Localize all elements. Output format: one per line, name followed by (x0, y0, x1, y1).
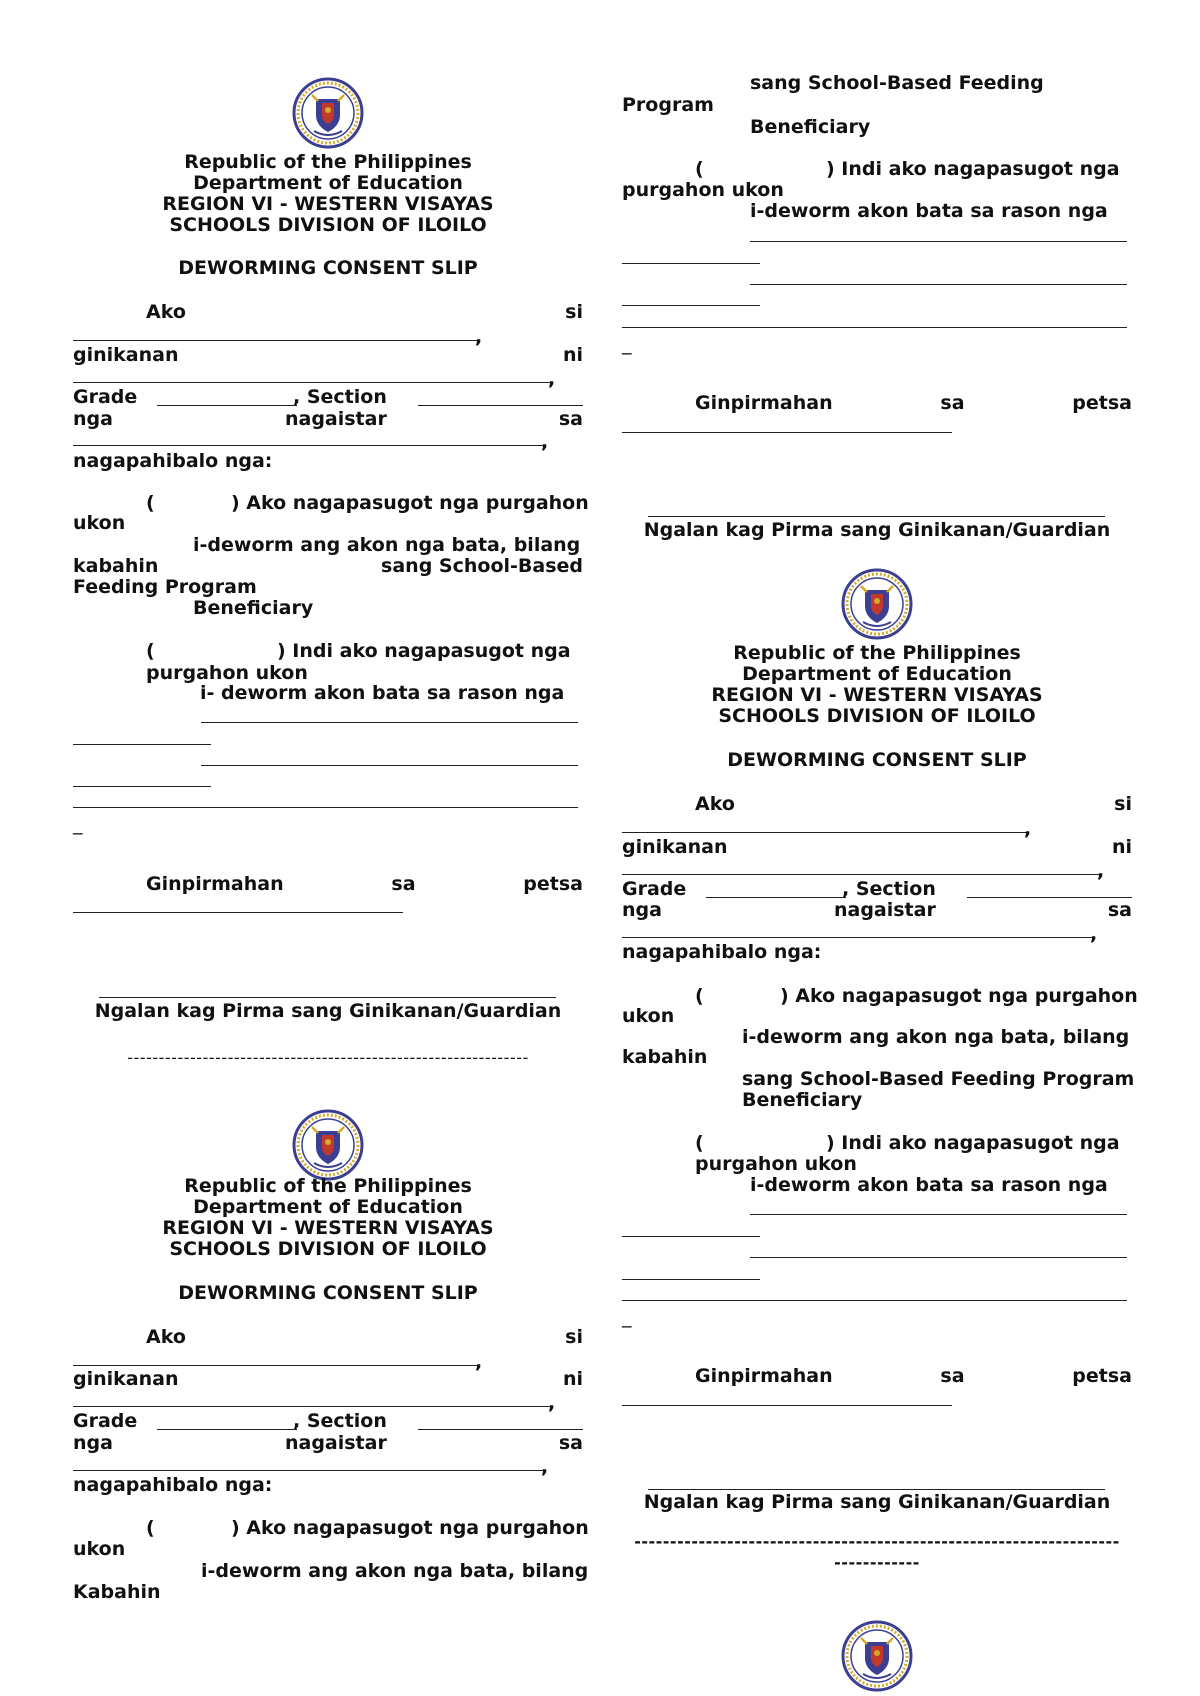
agree-statement: ) Ako nagapasugot nga purgahon (780, 985, 1138, 1007)
header-republic: Republic of the Philippines (184, 1175, 472, 1197)
kabahin-label: kabahin (73, 555, 159, 577)
nga-label: nga (73, 1432, 113, 1454)
reason-blank-1b[interactable] (622, 1236, 760, 1237)
si-label: si (565, 301, 583, 323)
ni-label: ni (1111, 836, 1132, 858)
header-department: Department of Education (193, 172, 463, 194)
disagree-open-paren[interactable]: ( (695, 158, 704, 180)
ako-row (146, 301, 583, 323)
ginpirmahan-label: Ginpirmahan (695, 1365, 833, 1387)
sa-label: sa (558, 408, 583, 430)
date-blank[interactable] (622, 432, 952, 433)
underscore: _ (622, 333, 632, 355)
reason-blank-3[interactable] (622, 1300, 1127, 1301)
comma: , (548, 1392, 556, 1414)
signature-line[interactable] (648, 516, 1105, 517)
reason-blank-1b[interactable] (622, 263, 760, 264)
ginikanan-row (73, 1368, 583, 1390)
reason-blank-1[interactable] (750, 1214, 1127, 1215)
kabahin-label: Kabahin (73, 1581, 161, 1603)
comma: , (541, 1456, 549, 1478)
underscore: _ (622, 1306, 632, 1328)
header-division: SCHOOLS DIVISION OF ILOILO (169, 1238, 487, 1260)
signature-label: Ngalan kag Pirma sang Ginikanan/Guardian (643, 519, 1111, 541)
agree-statement: ) Ako nagapasugot nga purgahon (231, 492, 589, 514)
disagree-statement: ) Indi ako nagapasugot nga (277, 640, 571, 662)
sa-label: sa (940, 392, 965, 414)
reason-blank-1b[interactable] (73, 744, 211, 745)
beneficiary-label: Beneficiary (193, 597, 314, 619)
deped-seal-icon (292, 77, 364, 149)
nagaistar-label: nagaistar (284, 408, 387, 430)
header-region: REGION VI - WESTERN VISAYAS (711, 684, 1043, 706)
reason-prompt: i-deworm akon bata sa rason nga (750, 200, 1108, 222)
deped-seal-icon (841, 568, 913, 640)
ako-row (695, 793, 1132, 815)
ginpirmahan-label: Ginpirmahan (695, 392, 833, 414)
ginikanan-label: ginikanan (73, 344, 179, 366)
signature-line[interactable] (648, 1489, 1105, 1490)
reason-blank-2b[interactable] (73, 786, 211, 787)
ginpirmahan-row (695, 1365, 1132, 1387)
beneficiary-label: Beneficiary (750, 116, 871, 138)
ni-label: ni (562, 1368, 583, 1390)
header-department: Department of Education (742, 663, 1012, 685)
section-blank[interactable] (967, 897, 1132, 898)
ideworm-statement: i-deworm ang akon nga bata, bilang (201, 1560, 589, 1582)
child-name-blank[interactable] (73, 1406, 551, 1407)
kabahin-row (73, 555, 583, 577)
grade-label: Grade (73, 1410, 138, 1432)
sa-label: sa (1107, 899, 1132, 921)
section-blank[interactable] (418, 1429, 583, 1430)
cut-line: ---------------------------------------------------------------- (127, 1048, 529, 1067)
grade-label: Grade (622, 878, 687, 900)
nagaistar-label: nagaistar (833, 899, 936, 921)
address-blank[interactable] (622, 937, 1092, 938)
reason-blank-2b[interactable] (622, 305, 760, 306)
kabahin-label: kabahin (622, 1046, 708, 1068)
ginikanan-label: ginikanan (73, 1368, 179, 1390)
signature-label: Ngalan kag Pirma sang Ginikanan/Guardian (94, 1000, 562, 1022)
comma: , (1024, 818, 1032, 840)
ginikanan-row (622, 836, 1132, 858)
comma: , (475, 1351, 483, 1373)
nga-label: nga (73, 408, 113, 430)
name-blank[interactable] (622, 832, 1027, 833)
slip-title: DEWORMING CONSENT SLIP (178, 1282, 478, 1304)
nagaistar-row (622, 899, 1132, 921)
section-blank[interactable] (418, 405, 583, 406)
ideworm-statement: i-deworm ang akon nga bata, bilang (193, 534, 581, 556)
ginpirmahan-label: Ginpirmahan (146, 873, 284, 895)
section-label: , Section (842, 878, 936, 900)
signature-label: Ngalan kag Pirma sang Ginikanan/Guardian (643, 1491, 1111, 1513)
ako-label: Ako (146, 301, 186, 323)
ginpirmahan-row (146, 873, 583, 895)
header-division: SCHOOLS DIVISION OF ILOILO (169, 214, 487, 236)
address-blank[interactable] (73, 445, 543, 446)
ako-label: Ako (146, 1326, 186, 1348)
nagapahibalo-label: nagapahibalo nga: (73, 450, 273, 472)
grade-blank[interactable] (157, 405, 297, 406)
purgahon-ukon-label: purgahon ukon (695, 1153, 857, 1175)
agree-open-paren[interactable]: ( (146, 1517, 155, 1539)
grade-label: Grade (73, 386, 138, 408)
name-blank[interactable] (73, 1365, 478, 1366)
ukon-label: ukon (622, 1005, 675, 1027)
nagapahibalo-label: nagapahibalo nga: (73, 1474, 273, 1496)
sbfp-label: sang School-Based Feeding Program (742, 1068, 1135, 1090)
header-republic: Republic of the Philippines (184, 151, 472, 173)
slip-title: DEWORMING CONSENT SLIP (727, 749, 1027, 771)
ukon-label: ukon (73, 1538, 126, 1560)
reason-blank-1[interactable] (750, 241, 1127, 242)
ideworm-statement: i-deworm ang akon nga bata, bilang (742, 1026, 1130, 1048)
reason-prompt: i-deworm akon bata sa rason nga (750, 1174, 1108, 1196)
cut-line: -------------------------------------------------------------------- (634, 1532, 1120, 1551)
disagree-statement: ) Indi ako nagapasugot nga (826, 158, 1120, 180)
ako-label: Ako (695, 793, 735, 815)
child-name-blank[interactable] (622, 874, 1100, 875)
comma: , (1097, 860, 1105, 882)
petsa-label: petsa (523, 873, 583, 895)
header-division: SCHOOLS DIVISION OF ILOILO (718, 705, 1036, 727)
header-department: Department of Education (193, 1196, 463, 1218)
reason-blank-3[interactable] (622, 327, 1127, 328)
date-blank[interactable] (73, 912, 403, 913)
nagaistar-row (73, 1432, 583, 1454)
ginpirmahan-row (695, 392, 1132, 414)
section-label: , Section (293, 1410, 387, 1432)
reason-blank-2[interactable] (750, 1257, 1127, 1258)
si-label: si (565, 1326, 583, 1348)
beneficiary-label: Beneficiary (742, 1089, 863, 1111)
nagaistar-row (73, 408, 583, 430)
header-region: REGION VI - WESTERN VISAYAS (162, 1217, 494, 1239)
reason-blank-1[interactable] (201, 722, 578, 723)
reason-blank-2[interactable] (750, 284, 1127, 285)
cut-line-end: ------------ (834, 1553, 920, 1572)
comma: , (541, 431, 549, 453)
agree-open-paren[interactable]: ( (695, 985, 704, 1007)
petsa-label: petsa (1072, 392, 1132, 414)
sbfp-label: sang School-Based (381, 555, 583, 577)
date-blank[interactable] (622, 1405, 952, 1406)
header-republic: Republic of the Philippines (733, 642, 1021, 664)
ako-row (146, 1326, 583, 1348)
purgahon-ukon-label: purgahon ukon (622, 179, 784, 201)
disagree-open-paren[interactable]: ( (695, 1132, 704, 1154)
comma: , (548, 368, 556, 390)
ukon-label: ukon (73, 512, 126, 534)
reason-blank-2[interactable] (201, 765, 578, 766)
header-block (73, 1176, 583, 1260)
header-block (73, 152, 583, 236)
underscore: _ (73, 813, 83, 835)
grade-blank[interactable] (706, 897, 846, 898)
reason-blank-3[interactable] (73, 807, 578, 808)
slip-title: DEWORMING CONSENT SLIP (178, 257, 478, 279)
agree-open-paren[interactable]: ( (146, 492, 155, 514)
sbfp-label: sang School-Based Feeding (750, 72, 1044, 94)
agree-statement: ) Ako nagapasugot nga purgahon (231, 1517, 589, 1539)
feeding-program-label: Feeding Program (73, 576, 257, 598)
header-block (622, 643, 1132, 727)
disagree-statement: ) Indi ako nagapasugot nga (826, 1132, 1120, 1154)
reason-prompt: i- deworm akon bata sa rason nga (200, 682, 565, 704)
child-name-blank[interactable] (73, 382, 551, 383)
name-blank[interactable] (73, 340, 478, 341)
ginikanan-row (73, 344, 583, 366)
comma: , (1090, 923, 1098, 945)
ginikanan-label: ginikanan (622, 836, 728, 858)
deped-seal-icon (292, 1109, 364, 1181)
nagaistar-label: nagaistar (284, 1432, 387, 1454)
deped-seal-icon (841, 1620, 913, 1692)
nagapahibalo-label: nagapahibalo nga: (622, 941, 822, 963)
program-label: Program (622, 94, 714, 116)
ni-label: ni (562, 344, 583, 366)
grade-blank[interactable] (157, 1429, 297, 1430)
signature-line[interactable] (99, 997, 556, 998)
address-blank[interactable] (73, 1470, 543, 1471)
reason-blank-2b[interactable] (622, 1279, 760, 1280)
purgahon-ukon-label: purgahon ukon (146, 662, 308, 684)
section-label: , Section (293, 386, 387, 408)
sa-label: sa (391, 873, 416, 895)
petsa-label: petsa (1072, 1365, 1132, 1387)
comma: , (475, 326, 483, 348)
sa-label: sa (940, 1365, 965, 1387)
sa-label: sa (558, 1432, 583, 1454)
si-label: si (1114, 793, 1132, 815)
header-region: REGION VI - WESTERN VISAYAS (162, 193, 494, 215)
nga-label: nga (622, 899, 662, 921)
disagree-open-paren[interactable]: ( (146, 640, 155, 662)
